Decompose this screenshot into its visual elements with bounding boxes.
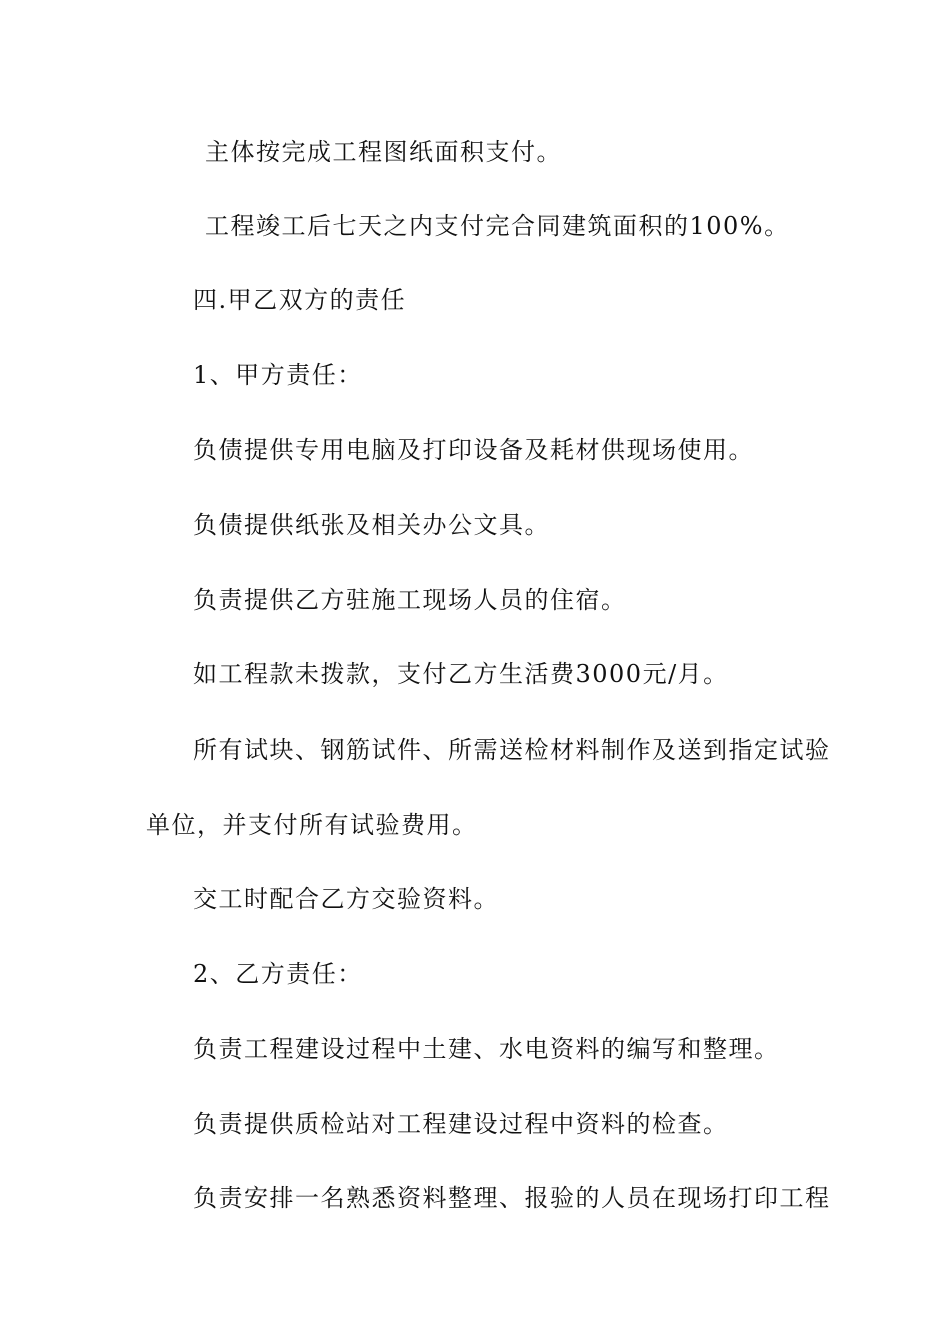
paragraph-line-5: 负债提供专用电脑及打印设备及耗材供现场使用。: [193, 436, 754, 464]
subsection-heading-party-a: 1、甲方责任：: [193, 361, 363, 389]
paragraph-line-15: 负责安排一名熟悉资料整理、报验的人员在现场打印工程: [193, 1184, 831, 1212]
paragraph-line-2: 工程竣工后七天之内支付完合同建筑面积的100%。: [205, 212, 790, 240]
section-heading: 四.甲乙双方的责任: [193, 286, 407, 314]
paragraph-line-1: 主体按完成工程图纸面积支付。: [205, 138, 562, 166]
paragraph-line-7: 负责提供乙方驻施工现场人员的住宿。: [193, 586, 627, 614]
paragraph-line-11: 交工时配合乙方交验资料。: [193, 885, 499, 913]
subsection-heading-party-b: 2、乙方责任：: [193, 960, 363, 988]
paragraph-line-10: 单位，并支付所有试验费用。: [146, 811, 478, 839]
paragraph-line-13: 负责工程建设过程中土建、水电资料的编写和整理。: [193, 1035, 780, 1063]
paragraph-line-8: 如工程款未拨款，支付乙方生活费3000元/月。: [193, 660, 729, 688]
paragraph-line-9: 所有试块、钢筋试件、所需送检材料制作及送到指定试验: [193, 736, 831, 764]
paragraph-line-14: 负责提供质检站对工程建设过程中资料的检查。: [193, 1110, 729, 1138]
paragraph-line-6: 负债提供纸张及相关办公文具。: [193, 511, 550, 539]
